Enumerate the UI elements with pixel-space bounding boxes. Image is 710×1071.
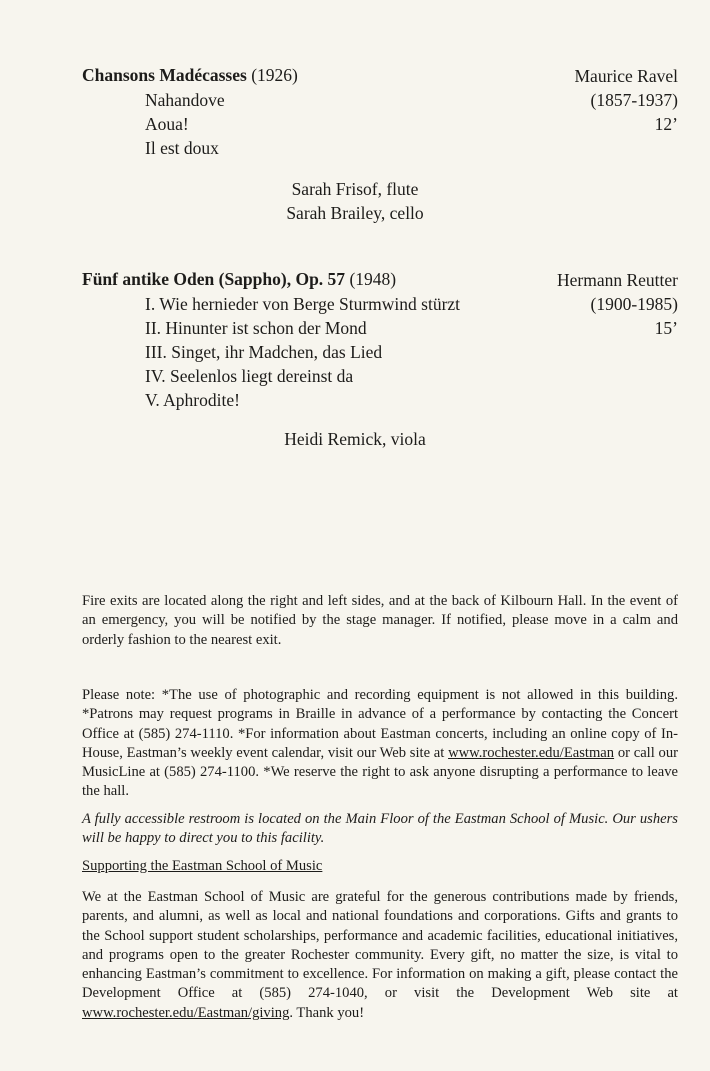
movement: Aoua! [145, 114, 189, 134]
support-text-b: . Thank you! [289, 1004, 365, 1021]
support-text-a: We at the Eastman School of Music are grateful for the generous contributions made by friends, parents, and alumni, as well as local and national foundations and corporations. Gifts and grants to the School support student scholarships, performance and academic facilities, educational initiatives, and programs open to the greater Rochester community. Every gift, no matter the size, is vital to enhancing Eastman’s commitment to excellence. For information on making a gift, please contact the Development Office at (585) 274-1040, or visit the Development Web site at [82, 889, 678, 1002]
movement: I. Wie hernieder von Berge Sturmwind stürzt [145, 294, 461, 314]
composer-dates: (1900-1985) [590, 294, 678, 314]
support-heading-block [82, 857, 678, 876]
fire-exit-text: Fire exits are located along the right and left sides, and at the back of Kilbourn Hall. In the event of an emergency, you will be notified by the stage manager. If notified, please move in a calm and orderly fashion to the nearest exit. [82, 593, 678, 648]
please-note-text-a: Please note: *The use of photographic and recording equipment is not allowed in this building. *Patrons may request programs in Braille in advance of a performance by contacting the Concert Office at (585) 274-1110. *For information about Eastman concerts, including an online copy of In-House, Eastman’s weekly event calendar, visit our Web site at [82, 687, 678, 761]
performers-ravel [0, 177, 710, 225]
please-note-notice [82, 686, 678, 802]
support-heading: Supporting the Eastman School of Music [82, 858, 323, 874]
performer: Heidi Remick, viola [284, 429, 426, 449]
program-item-reutter [82, 268, 678, 412]
support-text [82, 888, 678, 1023]
movement: II. Hinunter ist schon der Mond [145, 318, 367, 338]
restroom-notice [82, 810, 678, 849]
piece-duration: 15’ [654, 318, 678, 338]
composer-name: Maurice Ravel [574, 66, 678, 86]
performers-reutter [0, 427, 710, 451]
piece-year: (1926) [251, 65, 298, 85]
movement: Il est doux [145, 138, 219, 158]
eastman-website-link[interactable]: www.rochester.edu/Eastman [448, 744, 615, 761]
support-notice [82, 888, 678, 1023]
performer: Sarah Brailey, cello [286, 203, 424, 223]
please-note-text [82, 686, 678, 802]
performer: Sarah Frisof, flute [291, 179, 419, 199]
fire-exit-notice [82, 592, 678, 650]
composer-info [575, 64, 679, 136]
please-note-text-b: or call our MusicLine at (585) 274-1100. *We reserve the right to ask anyone disrupting a performance to leave the hall. [82, 744, 678, 800]
giving-website-link[interactable]: www.rochester.edu/Eastman/giving [82, 1004, 290, 1021]
movement: III. Singet, ihr Madchen, das Lied [145, 342, 383, 362]
movement: Nahandove [145, 90, 225, 110]
restroom-text: A fully accessible restroom is located on the Main Floor of the Eastman School of Music. Our ushers will be happy to direct you to this facility. [82, 811, 678, 847]
piece-title: Chansons Madécasses [82, 65, 247, 85]
composer-name: Hermann Reutter [557, 270, 678, 290]
program-item-ravel [82, 64, 678, 160]
piece-year: (1948) [349, 269, 397, 289]
composer-dates: (1857-1937) [590, 90, 678, 110]
composer-info [557, 268, 678, 340]
piece-title: Fünf antike Oden (Sappho), Op. 57 [82, 269, 346, 289]
movement: IV. Seelenlos liegt dereinst da [145, 366, 354, 386]
movement: V. Aphrodite! [145, 390, 240, 410]
piece-duration: 12’ [654, 114, 678, 134]
